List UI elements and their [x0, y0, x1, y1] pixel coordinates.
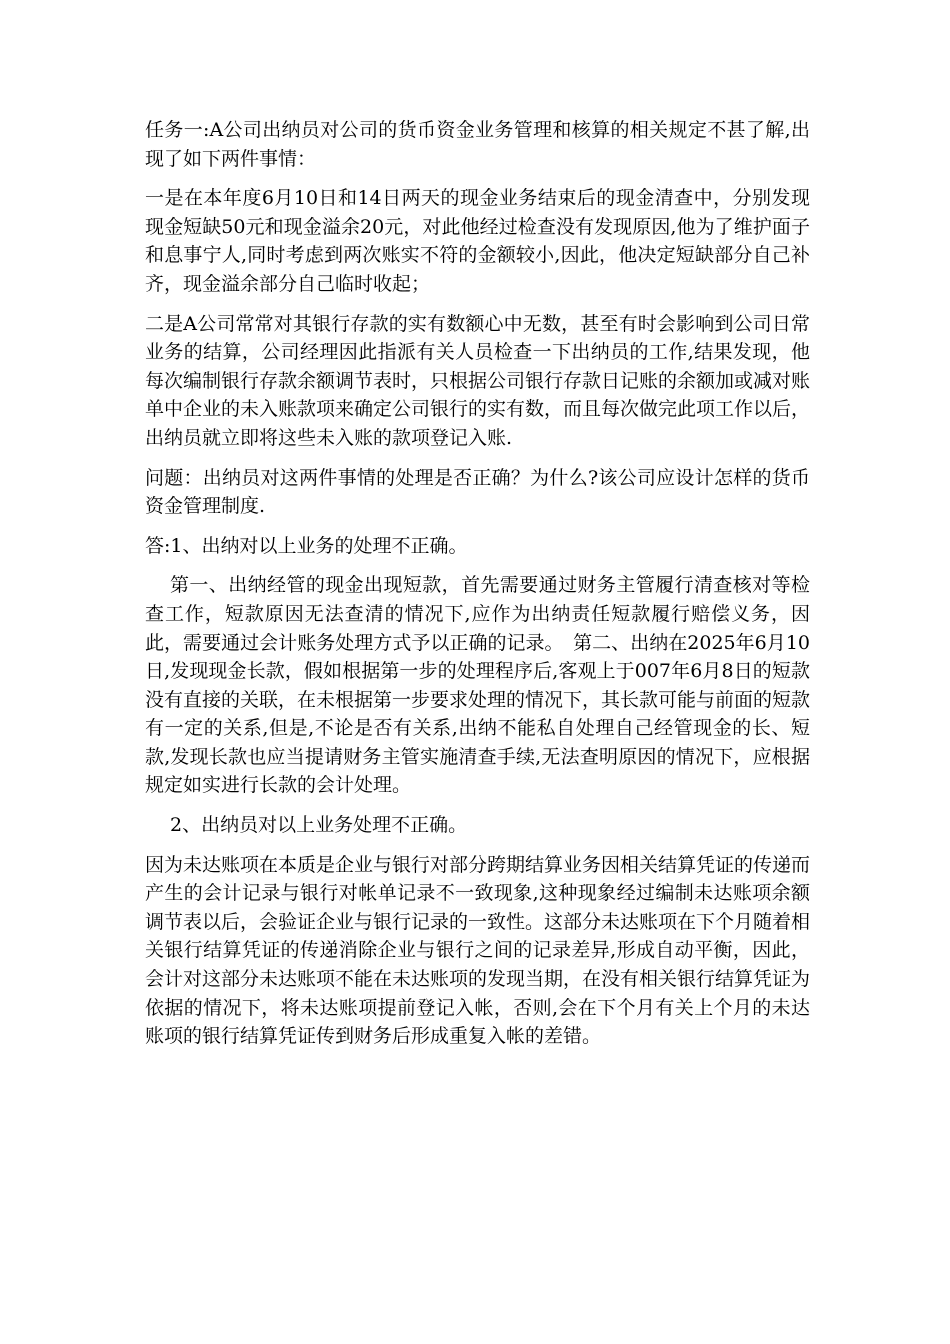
- answer-one-heading: 答:1、出纳对以上业务的处理不正确。: [145, 534, 468, 557]
- issue-two-paragraph: 二是A公司常常对其银行存款的实有数额心中无数，甚至有时会影响到公司日常业务的结算，公司经理因此指派有关人员检查一下出纳员的工作,结果发现，他每次编制银行存款余额调节表时，只根据公司银行存款日记账的余额加或减对账单中企业的未入账款项来确定公司银行的实有数，而且每次做完此项工作以后，出纳员就立即将这些未入账的款项登记入账.: [145, 312, 811, 449]
- document-page: [145, 116, 810, 1062]
- answer-two-body: 因为未达账项在本质是企业与银行对部分跨期结算业务因相关结算凭证的传递而产生的会计记录与银行对帐单记录不一致现象,这种现象经过编制未达账项余额调节表以后，会验证企业与银行记录的一致性。这部分未达账项在下个月随着相关银行结算凭证的传递消除企业与银行之间的记录差异,形成自动平衡，因此，会计对这部分未达账项不能在未达账项的发现当期，在没有相关银行结算凭证为依据的情况下，将未达账项提前登记入帐，否则,会在下个月有关上个月的未达账项的银行结算凭证传到财务后形成重复入帐的差错。: [145, 853, 811, 1048]
- question-paragraph: 问题：出纳员对这两件事情的处理是否正确？为什么?该公司应设计怎样的货币资金管理制度.: [145, 466, 810, 518]
- issue-one-paragraph: 一是在本年度6月10日和14日两天的现金业务结束后的现金清查中，分别发现现金短缺50元和现金溢余20元，对此他经过检查没有发现原因,他为了维护面子和息事宁人,同时考虑到两次账实不符的金额较小,因此，他决定短缺部分自己补齐，现金溢余部分自己临时收起；: [145, 187, 810, 295]
- answer-two-heading: 2、出纳员对以上业务处理不正确。: [170, 814, 468, 837]
- task-paragraph: 任务一:A公司出纳员对公司的货币资金业务管理和核算的相关规定不甚了解,出现了如下两件事情：: [145, 119, 810, 170]
- answer-one-body: 第一、出纳经管的现金出现短款，首先需要通过财务主管履行清查核对等检查工作，短款原因无法查清的情况下,应作为出纳责任短款履行赔偿义务，因此，需要通过会计账务处理方式予以正确的记录。 第二、出纳在2025年6月10日,发现现金长款，假如根据第一步的处理程序后,客观上于007年6月8日的短款没有直接的关联，在未根据第一步要求处理的情况下，其长款可能与前面的短款有一定的关系,但是,不论是否有关系,出纳不能私自处理自己经管现金的长、短款,发现长款也应当提请财务主管实施清查手续,无法查明原因的情况下，应根据规定如实进行长款的会计处理。: [145, 574, 811, 797]
